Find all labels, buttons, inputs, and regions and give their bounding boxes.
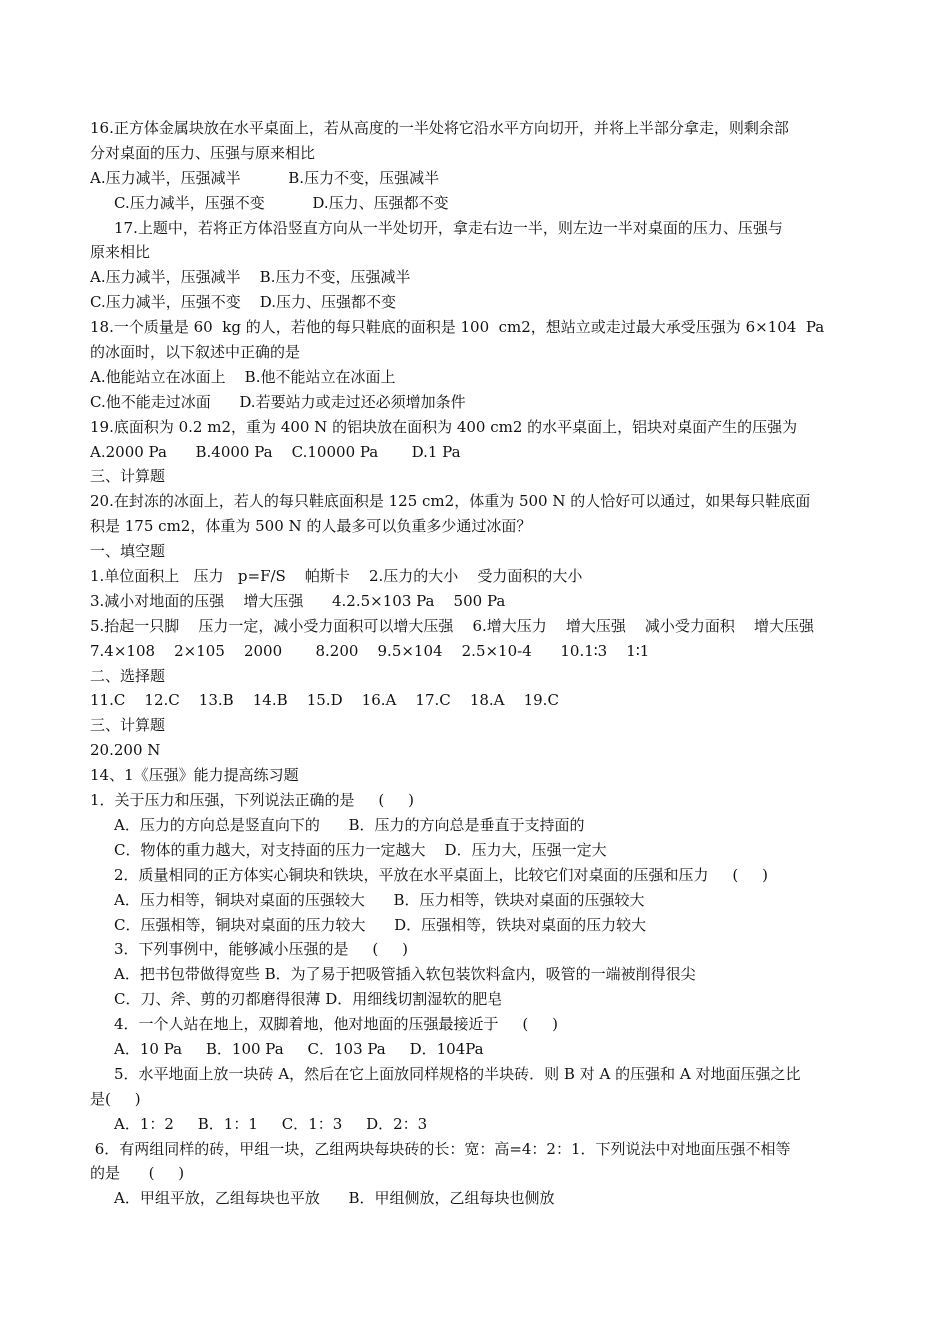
text-line: C．物体的重力越大，对支持面的压力一定越大 D．压力大，压强一定大 xyxy=(114,840,607,859)
text-line: 2．质量相同的正方体实心铜块和铁块，平放在水平桌面上，比较它们对桌面的压强和压力 ( ) xyxy=(114,865,768,884)
text-line: 17.上题中，若将正方体沿竖直方向从一半处切开，拿走右边一半，则左边一半对桌面的压力、压强与 xyxy=(114,218,783,237)
text-line: A.他能站立在冰面上 B.他不能站立在冰面上 xyxy=(90,367,396,386)
text-line: 3.减小对地面的压强 增大压强 4.2.5×103 Pa 500 Pa xyxy=(90,591,506,610)
text-line: 1．关于压力和压强，下列说法正确的是 ( ) xyxy=(90,791,414,810)
text-line: 是( ) xyxy=(90,1089,141,1108)
text-line: C．刀、斧、剪的刃都磨得很薄 D．用细线切割湿软的肥皂 xyxy=(114,990,503,1009)
text-line: 3．下列事例中，能够减小压强的是 ( ) xyxy=(114,940,408,959)
text-line: 14、1《压强》能力提高练习题 xyxy=(90,766,299,785)
text-line: 一、填空题 xyxy=(90,542,166,561)
text-line: A.2000 Pa B.4000 Pa C.10000 Pa D.1 Pa xyxy=(90,442,461,461)
text-line: A．压力的方向总是竖直向下的 B．压力的方向总是垂直于支持面的 xyxy=(114,815,585,834)
text-line: A．把书包带做得宽些 B．为了易于把吸管插入软包装饮料盒内，吸管的一端被削得很尖 xyxy=(114,965,696,984)
text-line: 19.底面积为 0.2 m2，重为 400 N 的铝块放在面积为 400 cm2 的水平桌面上，铝块对桌面产生的压强为 xyxy=(90,417,798,436)
text-line: 的冰面时，以下叙述中正确的是 xyxy=(90,343,301,362)
text-line: A．10 Pa B．100 Pa C．103 Pa D．104Pa xyxy=(114,1039,484,1058)
text-line: C.压力减半，压强不变 D.压力、压强都不变 xyxy=(114,193,449,212)
text-line: 20.200 N xyxy=(90,741,161,760)
text-line: C．压强相等，铜块对桌面的压力较大 D．压强相等，铁块对桌面的压力较大 xyxy=(114,915,647,934)
text-line: 7.4×108 2×105 2000 8.200 9.5×104 2.5×10-4 10.1∶3 1∶1 xyxy=(90,641,650,660)
text-line: 18.一个质量是 60 kg 的人，若他的每只鞋底的面积是 100 cm2，想站立或走过最大承受压强为 6×104 Pa xyxy=(90,318,825,337)
text-line: 积是 175 cm2，体重为 500 N 的人最多可以负重多少通过冰面？ xyxy=(90,517,532,536)
text-line: 分对桌面的压力、压强与原来相比 xyxy=(90,143,316,162)
text-line: 1.单位面积上 压力 p=F/S 帕斯卡 2.压力的大小 受力面积的大小 xyxy=(90,567,583,586)
text-line: 二、选择题 xyxy=(90,666,166,685)
document-page xyxy=(90,116,870,1211)
text-line: 4．一个人站在地上，双脚着地，他对地面的压强最接近于 ( ) xyxy=(114,1015,558,1034)
text-line: 的是 ( ) xyxy=(90,1164,185,1183)
text-line: 5．水平地面上放一块砖 A，然后在它上面放同样规格的半块砖．则 B 对 A 的压强和 A 对地面压强之比 xyxy=(114,1064,801,1083)
text-line: 三、计算题 xyxy=(90,716,166,735)
text-line: A．压力相等，铜块对桌面的压强较大 B．压力相等，铁块对桌面的压强较大 xyxy=(114,890,645,909)
text-line: A.压力减半，压强减半 B.压力不变，压强减半 xyxy=(90,168,440,187)
text-line: 20.在封冻的冰面上，若人的每只鞋底面积是 125 cm2，体重为 500 N 的人恰好可以通过，如果每只鞋底面 xyxy=(90,492,811,511)
text-line: A.压力减半，压强减半 B.压力不变，压强减半 xyxy=(90,268,411,287)
text-line: 16.正方体金属块放在水平桌面上，若从高度的一半处将它沿水平方向切开，并将上半部分拿走，则剩余部 xyxy=(90,119,789,137)
text-line: A．甲组平放，乙组每块也平放 B．甲组侧放，乙组每块也侧放 xyxy=(114,1189,555,1208)
text-line: A．1：2 B．1：1 C．1：3 D．2：3 xyxy=(114,1114,428,1133)
text-line: 6．有两组同样的砖，甲组一块，乙组两块每块砖的长：宽：高=4：2：1．下列说法中对地面压强不相等 xyxy=(90,1139,791,1158)
text-line: C.压力减半，压强不变 D.压力、压强都不变 xyxy=(90,293,397,312)
text-line: 11.C 12.C 13.B 14.B 15.D 16.A 17.C 18.A 19.C xyxy=(90,691,559,710)
text-line: 5.抬起一只脚 压力一定，减小受力面积可以增大压强 6.增大压力 增大压强 减小受力面积 增大压强 xyxy=(90,616,814,635)
text-line: 原来相比 xyxy=(90,243,151,262)
text-line: 三、计算题 xyxy=(90,467,166,486)
text-line: C.他不能走过冰面 D.若要站力或走过还必须增加条件 xyxy=(90,392,466,411)
